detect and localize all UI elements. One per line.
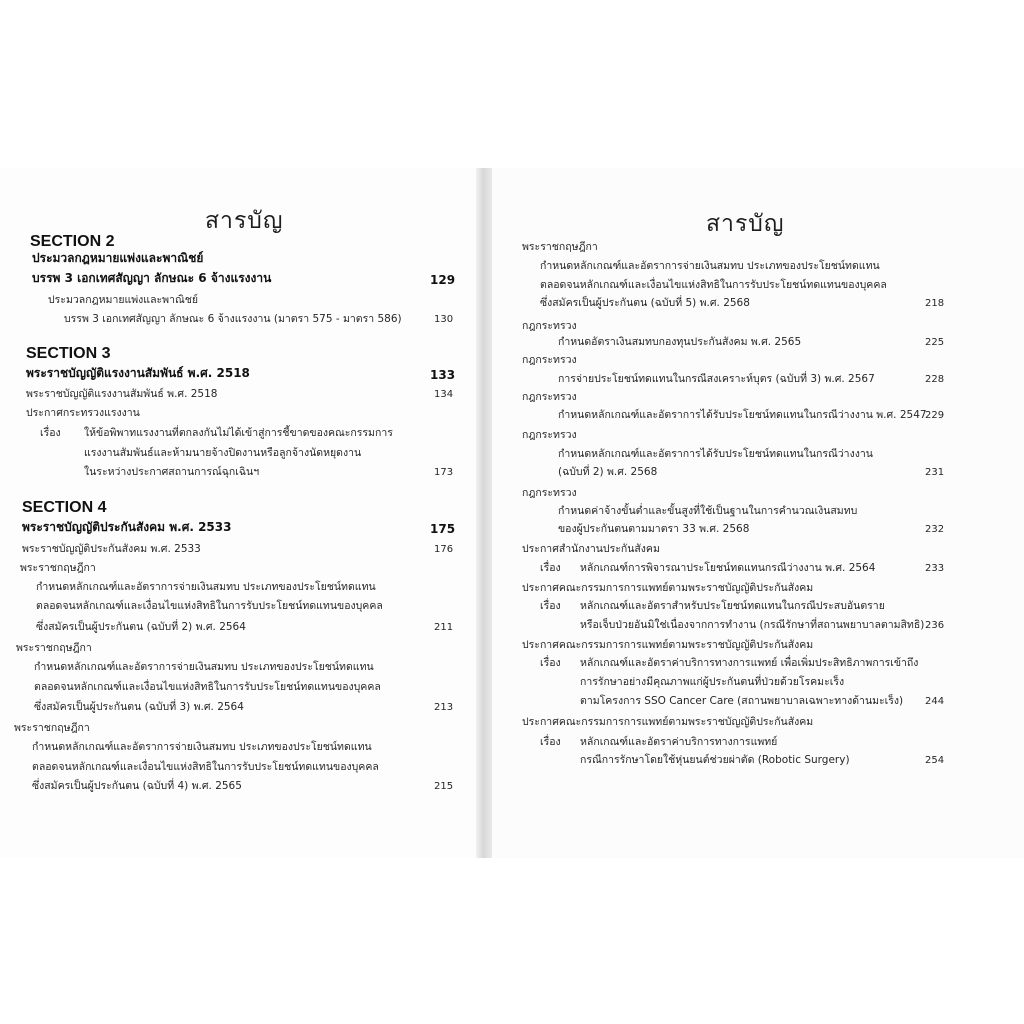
toc-entry-line: ประมวลกฎหมายแพ่งและพาณิชย์ [48,294,198,306]
toc-entry-line: กฎกระทรวง [522,429,577,441]
toc-entry-line: ตลอดจนหลักเกณฑ์และเงื่อนไขแห่งสิทธิในการรับประโยชน์ทดแทนของบุคคล [32,761,379,773]
toc-page-number: 231 [925,467,945,478]
toc-entry-line: เรื่อง [540,736,561,748]
toc-entry-line: พระราชบัญญัติประกันสังคม พ.ศ. 2533 [22,543,201,555]
toc-entry-line: หลักเกณฑ์และอัตราสำหรับประโยชน์ทดแทนในกรณีประสบอันตราย [580,600,885,612]
toc-entry-line: ประกาศคณะกรรมการการแพทย์ตามพระราชบัญญัติประกันสังคม [522,582,814,594]
toc-entry-line: พระราชกฤษฎีกา [522,241,598,253]
toc-page-number: 229 [925,410,945,421]
toc-entry-line: เรื่อง [540,657,561,669]
toc-entry-line: บรรพ 3 เอกเทศสัญญา ลักษณะ 6 จ้างแรงงาน (มาตรา 575 - มาตรา 586) [64,313,402,325]
toc-page-number: 211 [434,622,454,633]
toc-entry-line: ของผู้ประกันตนตามมาตรา 33 พ.ศ. 2568 [558,523,750,535]
toc-entry-line: กำหนดหลักเกณฑ์และอัตราการจ่ายเงินสมทบ ประเภทของประโยชน์ทดแทน [36,581,376,593]
toc-entry-line: กำหนดค่าจ้างขั้นต่ำและขั้นสูงที่ใช้เป็นฐานในการคำนวณเงินสมทบ [558,505,858,517]
toc-entry-line: แรงงานสัมพันธ์และห้ามนายจ้างปิดงานหรือลูกจ้างนัดหยุดงาน [84,447,362,459]
toc-page-number: 228 [925,374,945,385]
toc-entry-line: ประกาศกระทรวงแรงงาน [26,407,140,419]
toc-entry-line: พระราชบัญญัติแรงงานสัมพันธ์ พ.ศ. 2518 [26,388,218,400]
toc-entry-line: พระราชกฤษฎีกา [14,722,90,734]
toc-entry-line: หลักเกณฑ์การพิจารณาประโยชน์ทดแทนกรณีว่างงาน พ.ศ. 2564 [580,562,876,574]
toc-page-number: 218 [925,298,945,309]
toc-page-number: 232 [925,524,945,535]
toc-entry-line: หลักเกณฑ์และอัตราค่าบริการทางการแพทย์ เพื่อเพิ่มประสิทธิภาพการเข้าถึง [580,657,919,669]
toc-entry-line: พระราชบัญญัติประกันสังคม พ.ศ. 2533 [22,520,232,534]
toc-entry-line: หลักเกณฑ์และอัตราค่าบริการทางการแพทย์ [580,736,778,748]
toc-entry-line: พระราชบัญญัติแรงงานสัมพันธ์ พ.ศ. 2518 [26,366,250,380]
toc-entry-line: ซึ่งสมัครเป็นผู้ประกันตน (ฉบับที่ 3) พ.ศ. 2564 [34,701,244,713]
toc-entry-line: ประมวลกฎหมายแพ่งและพาณิชย์ [32,251,204,265]
toc-entry-line: กฎกระทรวง [522,354,577,366]
toc-page-number: 173 [434,467,454,478]
toc-entry-line: ประกาศคณะกรรมการการแพทย์ตามพระราชบัญญัติประกันสังคม [522,716,814,728]
section-heading: SECTION 4 [22,499,107,516]
toc-entry-line: กฎกระทรวง [522,487,577,499]
toc-entry-line: กำหนดหลักเกณฑ์และอัตราการจ่ายเงินสมทบ ประเภทของประโยชน์ทดแทน [540,260,880,272]
toc-page-number: 130 [434,314,454,325]
toc-entry-line: ซึ่งสมัครเป็นผู้ประกันตน (ฉบับที่ 4) พ.ศ. 2565 [32,780,242,792]
toc-entry-line: กำหนดหลักเกณฑ์และอัตราการจ่ายเงินสมทบ ประเภทของประโยชน์ทดแทน [34,661,374,673]
toc-page-number: 236 [925,620,945,631]
toc-entry-line: ในระหว่างประกาศสถานการณ์ฉุกเฉินฯ [84,466,260,478]
toc-entry-line: กำหนดหลักเกณฑ์และอัตราการจ่ายเงินสมทบ ประเภทของประโยชน์ทดแทน [32,741,372,753]
toc-page-number: 176 [434,544,454,555]
book-gutter [476,168,492,858]
toc-entry-line: (ฉบับที่ 2) พ.ศ. 2568 [558,466,658,478]
toc-entry-line: กำหนดอัตราเงินสมทบกองทุนประกันสังคม พ.ศ. 2565 [558,336,802,348]
section-heading: SECTION 2 [30,233,115,250]
toc-entry-line: ตลอดจนหลักเกณฑ์และเงื่อนไขแห่งสิทธิในการรับประโยชน์ทดแทนของบุคคล [34,681,381,693]
toc-page-number: 225 [925,337,945,348]
toc-entry-line: พระราชกฤษฎีกา [16,642,92,654]
toc-entry-line: บรรพ 3 เอกเทศสัญญา ลักษณะ 6 จ้างแรงงาน [32,271,272,285]
toc-page-number: 254 [925,755,945,766]
toc-entry-line: กฎกระทรวง [522,391,577,403]
toc-entry-line: การรักษาอย่างมีคุณภาพแก่ผู้ประกันตนที่ป่วยด้วยโรคมะเร็ง [580,676,845,688]
toc-page-number: 133 [430,368,456,382]
toc-page-number: 213 [434,702,454,713]
toc-entry-line: เรื่อง [540,562,561,574]
toc-entry-line: พระราชกฤษฎีกา [20,562,96,574]
toc-entry-line: เรื่อง [540,600,561,612]
toc-entry-line: ตลอดจนหลักเกณฑ์และเงื่อนไขแห่งสิทธิในการรับประโยชน์ทดแทนของบุคคล [540,279,887,291]
toc-page-number: 175 [430,522,456,536]
toc-page-number: 129 [430,273,456,287]
toc-page-number: 244 [925,696,945,707]
toc-entry-line: ซึ่งสมัครเป็นผู้ประกันตน (ฉบับที่ 5) พ.ศ. 2568 [540,297,750,309]
toc-entry-line: กฎกระทรวง [522,320,577,332]
toc-entry-line: กำหนดหลักเกณฑ์และอัตราการได้รับประโยชน์ทดแทนในกรณีว่างงาน [558,448,873,460]
toc-entry-line: ตลอดจนหลักเกณฑ์และเงื่อนไขแห่งสิทธิในการรับประโยชน์ทดแทนของบุคคล [36,600,383,612]
toc-page-number: 134 [434,389,454,400]
left-page-title: สารบัญ [205,208,284,234]
toc-entry-line: ประกาศสำนักงานประกันสังคม [522,543,660,555]
toc-entry-line: ตามโครงการ SSO Cancer Care (สถานพยาบาลเฉพาะทางด้านมะเร็ง) [580,695,904,707]
toc-entry-line: ให้ข้อพิพาทแรงงานที่ตกลงกันไม่ได้เข้าสู่การชี้ขาดของคณะกรรมการ [84,427,393,439]
toc-page-number: 215 [434,781,454,792]
toc-entry-line: กำหนดหลักเกณฑ์และอัตราการได้รับประโยชน์ทดแทนในกรณีว่างงาน พ.ศ. 2547 [558,409,927,421]
toc-entry-line: กรณีการรักษาโดยใช้หุ่นยนต์ช่วยผ่าตัด (Robotic Surgery) [580,754,850,766]
toc-entry-line: ซึ่งสมัครเป็นผู้ประกันตน (ฉบับที่ 2) พ.ศ. 2564 [36,621,246,633]
toc-entry-line: หรือเจ็บป่วยอันมิใช่เนื่องจากการทำงาน (กรณีรักษาที่สถานพยาบาลตามสิทธิ) [580,619,925,631]
toc-entry-line: เรื่อง [40,427,61,439]
toc-page-number: 233 [925,563,945,574]
section-heading: SECTION 3 [26,345,111,362]
toc-entry-line: การจ่ายประโยชน์ทดแทนในกรณีสงเคราะห์บุตร (ฉบับที่ 3) พ.ศ. 2567 [558,373,875,385]
right-page-title: สารบัญ [706,211,785,237]
toc-entry-line: ประกาศคณะกรรมการการแพทย์ตามพระราชบัญญัติประกันสังคม [522,639,814,651]
